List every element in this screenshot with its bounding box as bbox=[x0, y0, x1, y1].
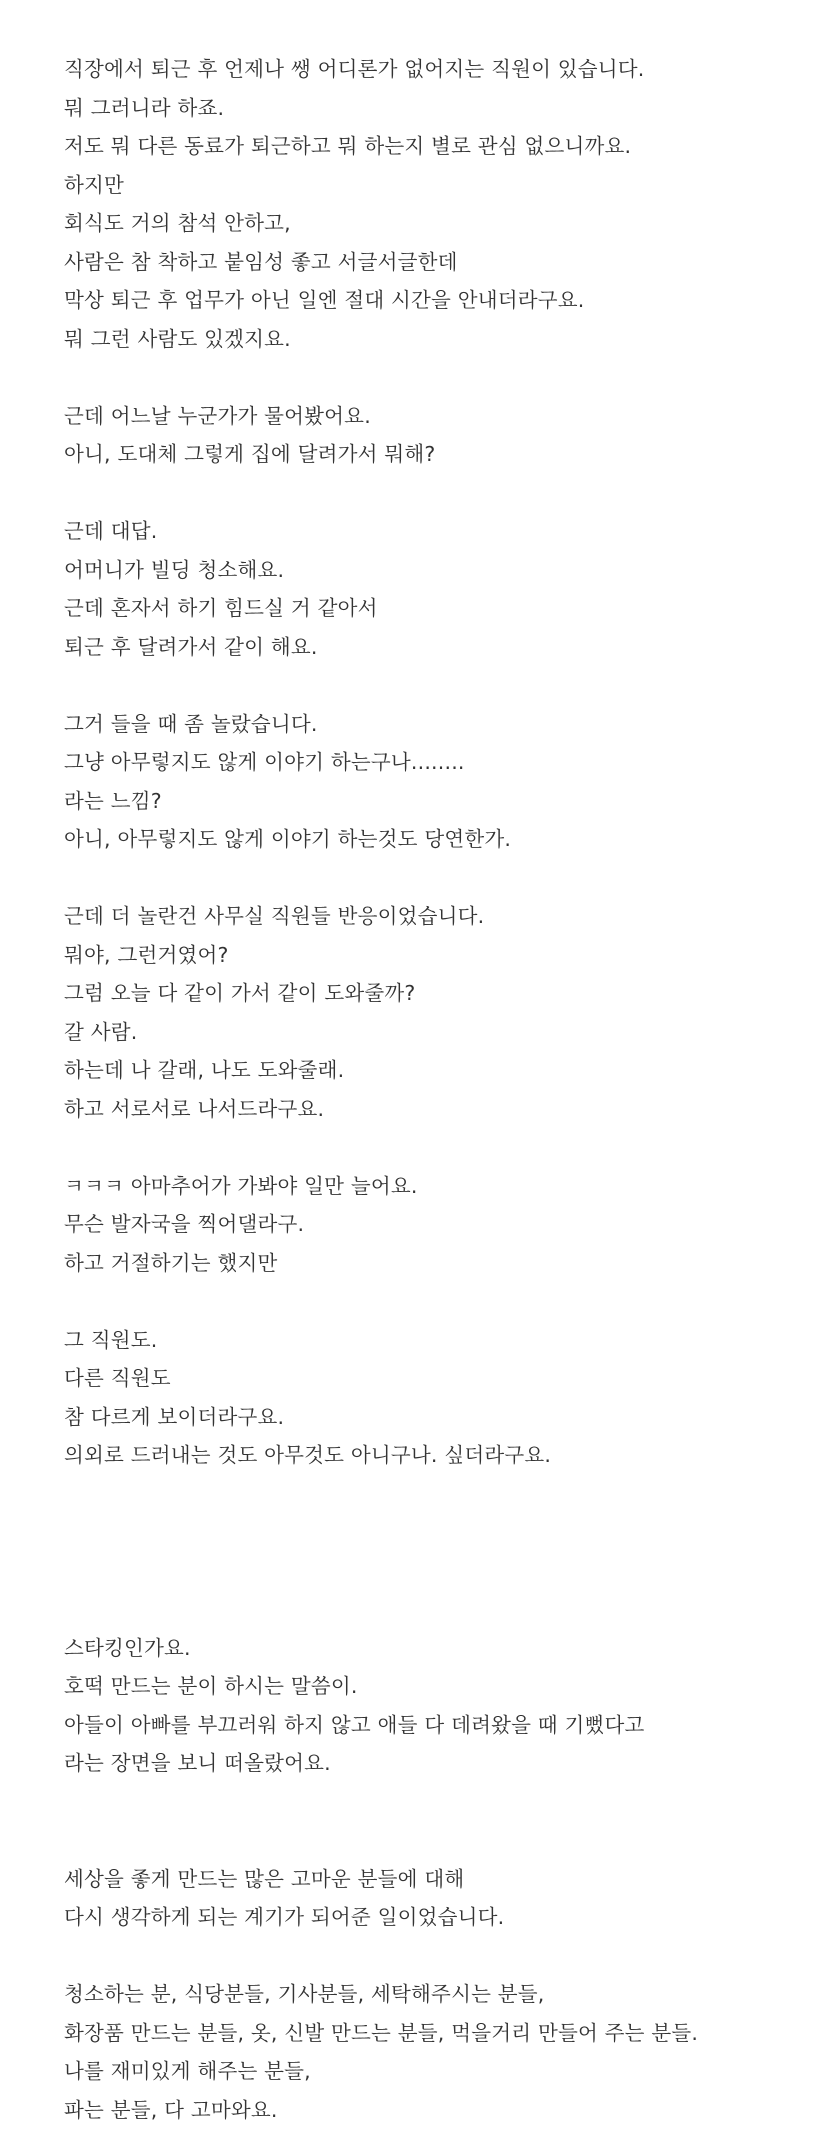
text-line: 화장품 만드는 분들, 옷, 신발 만드는 분들, 먹을거리 만들어 주는 분들. bbox=[64, 2014, 804, 2053]
text-line: 다시 생각하게 되는 계기가 되어준 일이었습니다. bbox=[64, 1898, 804, 1937]
paragraph-spacer bbox=[64, 1282, 804, 1321]
text-line: 그럼 오늘 다 같이 가서 같이 도와줄까? bbox=[64, 974, 804, 1013]
paragraph bbox=[64, 397, 804, 474]
text-line: 근데 혼자서 하기 힘드실 거 같아서 bbox=[64, 589, 804, 628]
text-line: 아니, 도대체 그렇게 집에 달려가서 뭐해? bbox=[64, 435, 804, 474]
text-line: 하지만 bbox=[64, 166, 804, 205]
text-line: 호떡 만드는 분이 하시는 말씀이. bbox=[64, 1667, 804, 1706]
text-line: 무슨 발자국을 찍어댈라구. bbox=[64, 1205, 804, 1244]
paragraph-spacer bbox=[64, 1128, 804, 1167]
text-line: 다른 직원도 bbox=[64, 1359, 804, 1398]
text-line: 근데 어느날 누군가가 물어봤어요. bbox=[64, 397, 804, 436]
text-line: 어머니가 빌딩 청소해요. bbox=[64, 551, 804, 590]
text-line: 퇴근 후 달려가서 같이 해요. bbox=[64, 628, 804, 667]
post-body bbox=[64, 50, 804, 2129]
paragraph bbox=[64, 1629, 804, 1783]
text-line: 그거 들을 때 좀 놀랐습니다. bbox=[64, 705, 804, 744]
text-line: 근데 더 놀란건 사무실 직원들 반응이었습니다. bbox=[64, 897, 804, 936]
paragraph-spacer bbox=[64, 1783, 804, 1860]
text-line: 참 다르게 보이더라구요. bbox=[64, 1398, 804, 1437]
text-line: 라는 느낌? bbox=[64, 782, 804, 821]
text-line: 사람은 참 착하고 붙임성 좋고 서글서글한데 bbox=[64, 243, 804, 282]
text-line: 직장에서 퇴근 후 언제나 쌩 어디론가 없어지는 직원이 있습니다. bbox=[64, 50, 804, 89]
text-line: 뭐 그러니라 하죠. bbox=[64, 89, 804, 128]
text-line: 하는데 나 갈래, 나도 도와줄래. bbox=[64, 1051, 804, 1090]
paragraph-spacer bbox=[64, 358, 804, 397]
paragraph bbox=[64, 1321, 804, 1475]
text-line: 의외로 드러내는 것도 아무것도 아니구나. 싶더라구요. bbox=[64, 1436, 804, 1475]
paragraph-spacer bbox=[64, 1937, 804, 1976]
paragraph bbox=[64, 1860, 804, 1937]
paragraph-spacer bbox=[64, 666, 804, 705]
text-line: 그 직원도. bbox=[64, 1321, 804, 1360]
paragraph bbox=[64, 1167, 804, 1283]
text-line: 뭐야, 그런거였어? bbox=[64, 936, 804, 975]
text-line: 막상 퇴근 후 업무가 아닌 일엔 절대 시간을 안내더라구요. bbox=[64, 281, 804, 320]
paragraph bbox=[64, 50, 804, 358]
text-line: 세상을 좋게 만드는 많은 고마운 분들에 대해 bbox=[64, 1860, 804, 1899]
paragraph bbox=[64, 897, 804, 1128]
text-line: 아들이 아빠를 부끄러워 하지 않고 애들 다 데려왔을 때 기뻤다고 bbox=[64, 1706, 804, 1745]
text-line: 스타킹인가요. bbox=[64, 1629, 804, 1668]
text-line: 그냥 아무렇지도 않게 이야기 하는구나........ bbox=[64, 743, 804, 782]
text-line: 파는 분들, 다 고마와요. bbox=[64, 2091, 804, 2129]
paragraph bbox=[64, 705, 804, 859]
text-line: 갈 사람. bbox=[64, 1013, 804, 1052]
text-line: 저도 뭐 다른 동료가 퇴근하고 뭐 하는지 별로 관심 없으니까요. bbox=[64, 127, 804, 166]
paragraph-spacer bbox=[64, 859, 804, 898]
text-line: 회식도 거의 참석 안하고, bbox=[64, 204, 804, 243]
text-line: 아니, 아무렇지도 않게 이야기 하는것도 당연한가. bbox=[64, 820, 804, 859]
paragraph bbox=[64, 512, 804, 666]
text-line: 하고 서로서로 나서드라구요. bbox=[64, 1090, 804, 1129]
paragraph-spacer bbox=[64, 474, 804, 513]
text-line: 근데 대답. bbox=[64, 512, 804, 551]
text-line: 청소하는 분, 식당분들, 기사분들, 세탁해주시는 분들, bbox=[64, 1975, 804, 2014]
paragraph-spacer bbox=[64, 1475, 804, 1629]
text-line: ㅋㅋㅋ 아마추어가 가봐야 일만 늘어요. bbox=[64, 1167, 804, 1206]
text-line: 나를 재미있게 해주는 분들, bbox=[64, 2052, 804, 2091]
paragraph bbox=[64, 1975, 804, 2129]
text-line: 라는 장면을 보니 떠올랐어요. bbox=[64, 1744, 804, 1783]
text-line: 뭐 그런 사람도 있겠지요. bbox=[64, 320, 804, 359]
text-line: 하고 거절하기는 했지만 bbox=[64, 1244, 804, 1283]
